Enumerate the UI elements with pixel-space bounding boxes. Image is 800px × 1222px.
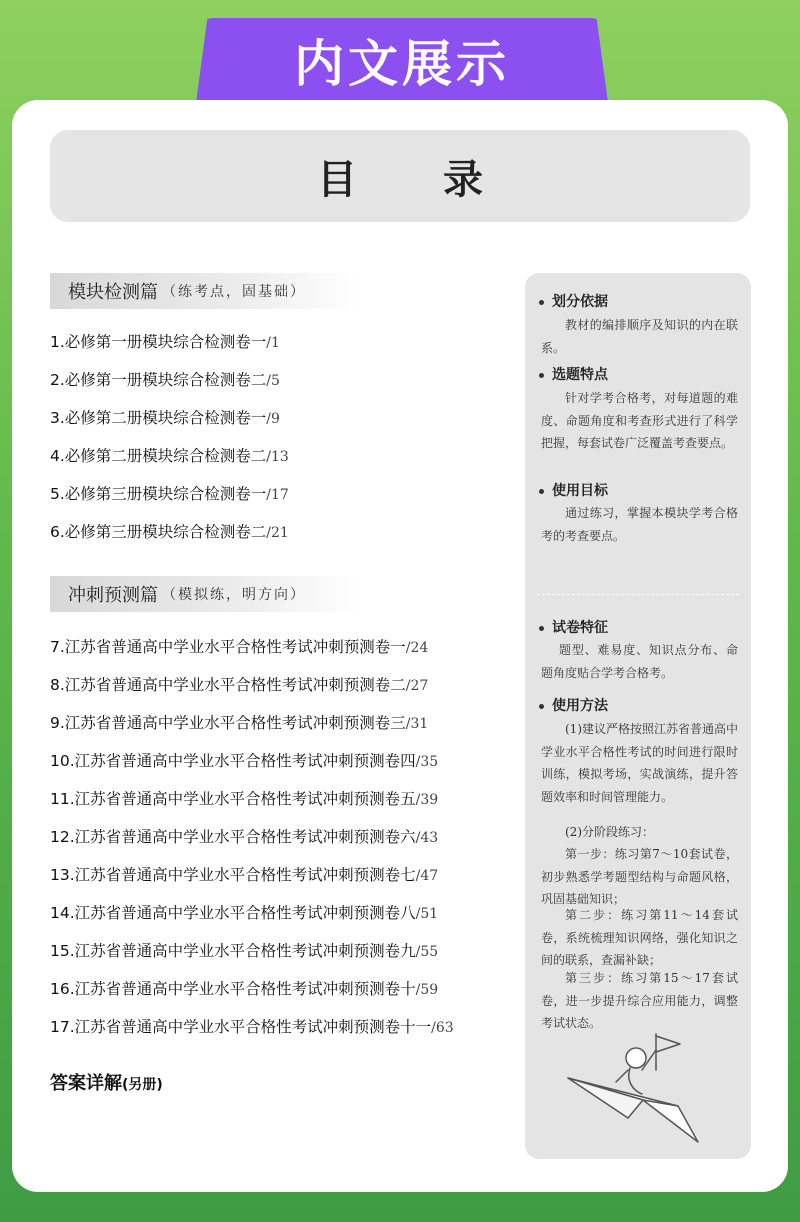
toc-item-page: /63 [431, 1020, 454, 1036]
toc-item[interactable] [50, 482, 289, 504]
bullet-icon [539, 489, 544, 494]
toc-item-page: /1 [266, 335, 280, 351]
toc-item-label: 17.江苏省普通高中学业水平合格性考试冲刺预测卷十一 [50, 1018, 432, 1036]
toc-item[interactable] [50, 520, 289, 542]
bullet-icon [539, 373, 544, 378]
toc-item[interactable] [50, 673, 428, 695]
toc-item[interactable] [50, 1015, 454, 1037]
toc-item[interactable] [50, 330, 280, 352]
sidebar-text-method-5: 第三步：练习第15～17套试卷，进一步提升综合应用能力，调整考试状态。 [541, 971, 738, 1030]
toc-item-page: /31 [405, 716, 429, 732]
toc-item[interactable] [50, 825, 438, 847]
header-title: 内文展示 [294, 35, 510, 93]
toc-item-page: /35 [415, 754, 439, 770]
toc-item-page: /47 [415, 868, 439, 884]
section-header-module [50, 273, 360, 309]
toc-item-page: /13 [266, 449, 289, 465]
toc-item-page: /9 [266, 411, 280, 427]
sidebar-text-paper: 题型、难易度、知识点分布、命题角度贴合学考合格考。 [541, 643, 738, 680]
sidebar-text-basis: 教材的编排顺序及知识的内在联系。 [541, 318, 738, 355]
toc-item-label: 2.必修第一册模块综合检测卷二 [50, 371, 267, 389]
toc-item[interactable] [50, 901, 438, 923]
toc-item-label: 6.必修第三册模块综合检测卷二 [50, 523, 267, 541]
sidebar-heading-features: 选题特点 [539, 364, 608, 384]
answers-label: 答案详解 [50, 1073, 122, 1094]
sidebar-text-method-2: (2)分阶段练习： [565, 825, 654, 839]
toc-item[interactable] [50, 368, 280, 390]
bullet-icon [539, 300, 544, 305]
sidebar-heading-method: 使用方法 [539, 695, 608, 715]
toc-item-label: 9.江苏省普通高中学业水平合格性考试冲刺预测卷三 [50, 714, 406, 732]
bullet-icon [539, 704, 544, 709]
section-header-sprint [50, 576, 360, 612]
toc-item[interactable] [50, 749, 438, 771]
section-name: 冲刺预测篇 [68, 585, 158, 606]
toc-item-label: 10.江苏省普通高中学业水平合格性考试冲刺预测卷四 [50, 752, 416, 770]
sidebar-heading-basis: 划分依据 [539, 291, 608, 311]
toc-item-label: 11.江苏省普通高中学业水平合格性考试冲刺预测卷五 [50, 790, 416, 808]
section-note: （模拟练，明方向） [162, 587, 306, 603]
answers-note [50, 1069, 163, 1095]
toc-item[interactable] [50, 635, 428, 657]
section-name: 模块检测篇 [68, 282, 158, 303]
toc-item-label: 16.江苏省普通高中学业水平合格性考试冲刺预测卷十 [50, 980, 416, 998]
sidebar-heading-goal: 使用目标 [539, 480, 608, 500]
toc-item-label: 7.江苏省普通高中学业水平合格性考试冲刺预测卷一 [50, 638, 406, 656]
toc-item[interactable] [50, 863, 438, 885]
toc-item-page: /5 [266, 373, 280, 389]
toc-item[interactable] [50, 787, 438, 809]
toc-item-label: 3.必修第二册模块综合检测卷一 [50, 409, 267, 427]
toc-item-page: /21 [266, 525, 289, 541]
toc-item-label: 15.江苏省普通高中学业水平合格性考试冲刺预测卷九 [50, 942, 416, 960]
toc-banner [50, 130, 750, 222]
toc-item-page: /39 [415, 792, 439, 808]
toc-item-label: 5.必修第三册模块综合检测卷一 [50, 485, 267, 503]
toc-item-page: /51 [415, 906, 439, 922]
toc-item-page: /55 [415, 944, 439, 960]
sidebar-text-method-1: (1)建议严格按照江苏省普通高中学业水平合格性考试的时间进行限时训练，模拟考场，实战演练，提升答题效率和时间管理能力。 [541, 722, 738, 804]
sidebar-text-method-3: 第一步：练习第7～10套试卷，初步熟悉学考题型结构与命题风格，巩固基础知识； [541, 847, 738, 906]
sidebar-text-goal: 通过练习，掌握本模块学考合格考的考查要点。 [541, 506, 738, 543]
answers-sub: (另册) [122, 1077, 163, 1093]
toc-item-label: 4.必修第二册模块综合检测卷二 [50, 447, 267, 465]
sidebar-heading-paper: 试卷特征 [539, 617, 608, 637]
toc-item-label: 12.江苏省普通高中学业水平合格性考试冲刺预测卷六 [50, 828, 416, 846]
toc-item[interactable] [50, 939, 438, 961]
toc-item-label: 8.江苏省普通高中学业水平合格性考试冲刺预测卷二 [50, 676, 406, 694]
toc-item-page: /27 [405, 678, 429, 694]
bullet-icon [539, 626, 544, 631]
toc-item-page: /59 [415, 982, 439, 998]
toc-item[interactable] [50, 977, 438, 999]
toc-item-page: /43 [415, 830, 439, 846]
toc-item[interactable] [50, 406, 280, 428]
toc-item-page: /17 [266, 487, 289, 503]
section-note: （练考点，固基础） [162, 284, 306, 300]
sidebar-text-features: 针对学考合格考，对每道题的难度、命题角度和考查形式进行了科学把握，每套试卷广泛覆盖考查要点。 [541, 391, 738, 450]
toc-item-page: /24 [405, 640, 429, 656]
toc-title: 目 录 [317, 156, 519, 203]
toc-item[interactable] [50, 711, 428, 733]
sidebar-text-method-4: 第二步：练习第11～14套试卷，系统梳理知识网络，强化知识之间的联系，查漏补缺； [541, 908, 738, 967]
paper-plane-illustration [558, 1030, 718, 1150]
toc-item[interactable] [50, 444, 289, 466]
toc-item-label: 13.江苏省普通高中学业水平合格性考试冲刺预测卷七 [50, 866, 416, 884]
toc-item-label: 14.江苏省普通高中学业水平合格性考试冲刺预测卷八 [50, 904, 416, 922]
toc-item-label: 1.必修第一册模块综合检测卷一 [50, 333, 267, 351]
sidebar-divider [537, 594, 739, 595]
